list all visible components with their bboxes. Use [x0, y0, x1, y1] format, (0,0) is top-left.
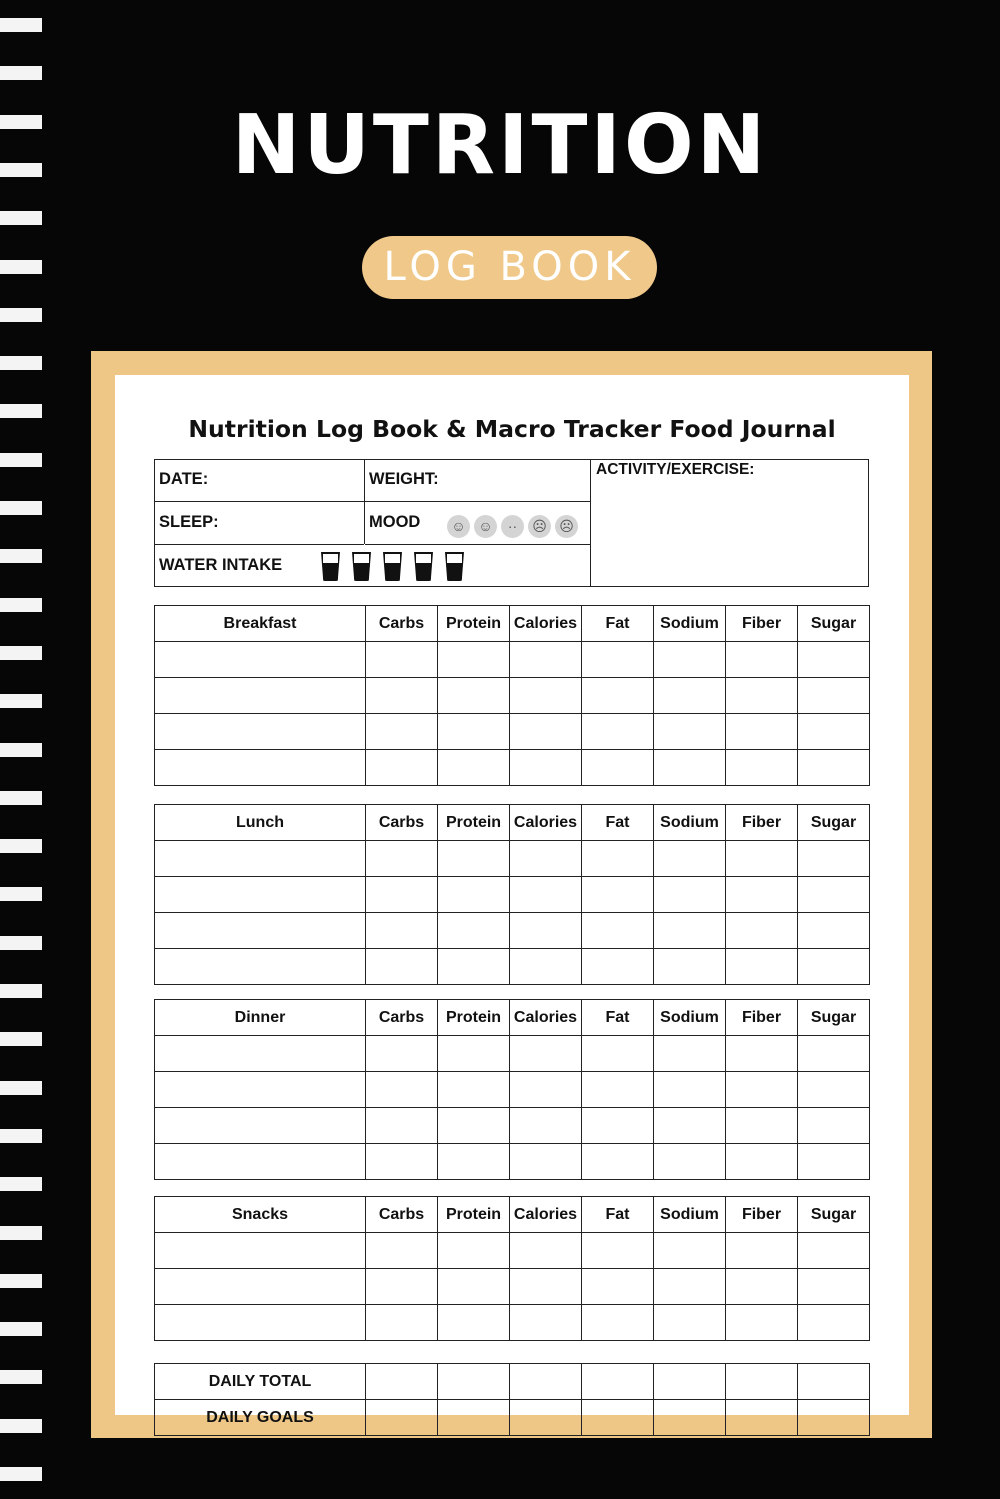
binding-stripe [0, 211, 42, 225]
entry-cell[interactable] [366, 642, 438, 678]
binding-stripe [0, 66, 42, 80]
binding-stripe [0, 1226, 42, 1240]
entry-cell[interactable] [155, 1269, 366, 1305]
entry-cell[interactable] [726, 1144, 798, 1180]
entry-cell[interactable] [155, 913, 366, 949]
cover-subtitle-badge: LOG BOOK [362, 236, 657, 299]
binding-stripe [0, 936, 42, 950]
water-glass-icon [352, 552, 371, 581]
entry-cell[interactable] [654, 1144, 726, 1180]
binding-stripe [0, 549, 42, 563]
binding-stripe [0, 743, 42, 757]
entry-cell[interactable] [582, 750, 654, 786]
entry-cell[interactable] [366, 841, 438, 877]
entry-cell[interactable] [654, 841, 726, 877]
column-header-fat: Fat [582, 606, 654, 642]
daily-goals-label: DAILY GOALS [155, 1400, 366, 1436]
entry-cell[interactable] [366, 1072, 438, 1108]
column-header-fiber: Fiber [726, 1197, 798, 1233]
entry-cell[interactable] [438, 714, 510, 750]
entry-cell[interactable] [366, 1233, 438, 1269]
entry-cell[interactable] [582, 714, 654, 750]
entry-cell[interactable] [582, 678, 654, 714]
entry-cell[interactable] [582, 1269, 654, 1305]
meal-name: Lunch [155, 805, 366, 841]
table-row [155, 913, 870, 949]
meal-header-row [155, 606, 870, 642]
entry-cell[interactable] [366, 714, 438, 750]
divider [590, 460, 591, 586]
entry-cell[interactable] [582, 642, 654, 678]
entry-cell[interactable] [366, 1144, 438, 1180]
binding-stripe [0, 1177, 42, 1191]
entry-cell[interactable] [438, 1144, 510, 1180]
table-row [155, 949, 870, 985]
entry-cell[interactable] [798, 678, 870, 714]
entry-cell[interactable] [366, 877, 438, 913]
meal-header-row [155, 1197, 870, 1233]
entry-cell[interactable] [726, 1036, 798, 1072]
column-header-calories: Calories [510, 1000, 582, 1036]
divider [155, 544, 591, 545]
entry-cell[interactable] [155, 1036, 366, 1072]
entry-cell[interactable] [438, 1305, 510, 1341]
entry-cell[interactable] [582, 1233, 654, 1269]
entry-cell[interactable] [654, 1072, 726, 1108]
binding-stripe [0, 887, 42, 901]
entry-cell[interactable] [654, 1305, 726, 1341]
entry-cell[interactable] [798, 1072, 870, 1108]
entry-cell[interactable] [582, 1036, 654, 1072]
column-header-fat: Fat [582, 1000, 654, 1036]
binding-stripe [0, 404, 42, 418]
entry-cell[interactable] [726, 714, 798, 750]
sleep-label: SLEEP: [159, 513, 219, 531]
column-header-sodium: Sodium [654, 606, 726, 642]
column-header-protein: Protein [438, 606, 510, 642]
entry-cell[interactable] [654, 913, 726, 949]
entry-cell[interactable] [366, 1108, 438, 1144]
activity-label: ACTIVITY/EXERCISE: [596, 461, 755, 478]
daily-total-label: DAILY TOTAL [155, 1364, 366, 1400]
table-row [155, 1305, 870, 1341]
meal-table-snacks [154, 1196, 870, 1341]
entry-cell[interactable] [155, 678, 366, 714]
entry-cell[interactable] [654, 1269, 726, 1305]
table-row [155, 841, 870, 877]
entry-cell[interactable] [798, 1233, 870, 1269]
water-glasses [321, 552, 464, 581]
meal-table-lunch [154, 804, 870, 985]
entry-cell[interactable] [366, 678, 438, 714]
binding-stripe [0, 501, 42, 515]
entry-cell[interactable] [726, 1072, 798, 1108]
entry-cell[interactable] [510, 750, 582, 786]
entry-cell[interactable] [798, 949, 870, 985]
entry-cell[interactable] [438, 750, 510, 786]
entry-cell[interactable] [726, 678, 798, 714]
entry-cell[interactable] [155, 949, 366, 985]
entry-cell[interactable] [726, 642, 798, 678]
entry-cell[interactable] [798, 642, 870, 678]
table-row [155, 1108, 870, 1144]
daily-total-row [155, 1364, 870, 1400]
binding-stripe [0, 791, 42, 805]
entry-cell[interactable] [366, 750, 438, 786]
frowning-face-icon: ☹ [528, 515, 551, 538]
water-glass-icon [414, 552, 433, 581]
table-row [155, 714, 870, 750]
column-header-calories: Calories [510, 805, 582, 841]
column-header-protein: Protein [438, 805, 510, 841]
table-row [155, 1144, 870, 1180]
daily-goals-row [155, 1400, 870, 1436]
entry-cell[interactable] [438, 642, 510, 678]
water-glass-icon [383, 552, 402, 581]
entry-cell[interactable] [155, 1072, 366, 1108]
column-header-carbs: Carbs [366, 606, 438, 642]
entry-cell[interactable] [726, 877, 798, 913]
binding-stripe [0, 308, 42, 322]
entry-cell[interactable] [438, 877, 510, 913]
column-header-sugar: Sugar [798, 1197, 870, 1233]
table-row [155, 642, 870, 678]
column-header-carbs: Carbs [366, 805, 438, 841]
divider [155, 501, 591, 502]
entry-cell[interactable] [654, 877, 726, 913]
entry-cell[interactable] [438, 1269, 510, 1305]
table-row [155, 750, 870, 786]
weight-label: WEIGHT: [369, 470, 439, 488]
column-header-sodium: Sodium [654, 1000, 726, 1036]
binding-stripe [0, 356, 42, 370]
totals-table [154, 1363, 870, 1436]
cover-title: NUTRITION [231, 98, 769, 193]
entry-cell[interactable] [366, 913, 438, 949]
entry-cell[interactable] [582, 841, 654, 877]
entry-cell[interactable] [582, 913, 654, 949]
entry-cell[interactable] [510, 642, 582, 678]
entry-cell[interactable] [654, 1108, 726, 1144]
entry-cell[interactable] [798, 1108, 870, 1144]
water-glass-icon [445, 552, 464, 581]
binding-stripe [0, 453, 42, 467]
meal-name: Breakfast [155, 606, 366, 642]
column-header-fiber: Fiber [726, 606, 798, 642]
entry-cell[interactable] [510, 841, 582, 877]
entry-cell[interactable] [438, 1072, 510, 1108]
binding-stripe [0, 839, 42, 853]
entry-cell[interactable] [582, 877, 654, 913]
entry-cell[interactable] [726, 841, 798, 877]
binding-stripe [0, 18, 42, 32]
entry-cell[interactable] [510, 1108, 582, 1144]
entry-cell[interactable] [726, 1233, 798, 1269]
column-header-calories: Calories [510, 1197, 582, 1233]
binding-stripe [0, 1322, 42, 1336]
meal-name: Snacks [155, 1197, 366, 1233]
entry-cell[interactable] [726, 913, 798, 949]
column-header-fat: Fat [582, 1197, 654, 1233]
entry-cell[interactable] [654, 714, 726, 750]
water-glass-icon [321, 552, 340, 581]
binding-stripe [0, 984, 42, 998]
entry-cell[interactable] [510, 714, 582, 750]
table-row [155, 1072, 870, 1108]
entry-cell[interactable] [798, 750, 870, 786]
binding-stripe [0, 1129, 42, 1143]
entry-cell[interactable] [798, 1305, 870, 1341]
entry-cell[interactable] [155, 1144, 366, 1180]
entry-cell[interactable] [582, 1305, 654, 1341]
table-row [155, 877, 870, 913]
entry-cell[interactable] [654, 678, 726, 714]
meal-table-dinner [154, 999, 870, 1180]
entry-cell[interactable] [654, 1233, 726, 1269]
entry-cell[interactable] [438, 1036, 510, 1072]
mood-label: MOOD [369, 513, 421, 531]
column-header-sugar: Sugar [798, 606, 870, 642]
meal-table-breakfast [154, 605, 870, 786]
entry-cell[interactable] [438, 949, 510, 985]
column-header-carbs: Carbs [366, 1197, 438, 1233]
entry-cell[interactable] [726, 1305, 798, 1341]
column-header-sugar: Sugar [798, 805, 870, 841]
entry-cell[interactable] [726, 949, 798, 985]
entry-cell[interactable] [155, 1108, 366, 1144]
binding-stripe [0, 1081, 42, 1095]
binding-stripe [0, 598, 42, 612]
entry-cell[interactable] [510, 1144, 582, 1180]
entry-cell[interactable] [366, 1269, 438, 1305]
entry-cell[interactable] [510, 877, 582, 913]
entry-cell[interactable] [726, 1269, 798, 1305]
entry-cell[interactable] [155, 1233, 366, 1269]
entry-cell[interactable] [438, 913, 510, 949]
binding-stripe [0, 1467, 42, 1481]
column-header-protein: Protein [438, 1000, 510, 1036]
entry-cell[interactable] [155, 1305, 366, 1341]
entry-cell[interactable] [155, 750, 366, 786]
binding-stripe [0, 1370, 42, 1384]
entry-cell[interactable] [798, 1269, 870, 1305]
column-header-protein: Protein [438, 1197, 510, 1233]
neutral-face-icon: ·· [501, 515, 524, 538]
column-header-fiber: Fiber [726, 805, 798, 841]
entry-cell[interactable] [582, 1108, 654, 1144]
column-header-carbs: Carbs [366, 1000, 438, 1036]
page-title: Nutrition Log Book & Macro Tracker Food Journal [188, 415, 836, 443]
entry-cell[interactable] [366, 1036, 438, 1072]
spiral-binding [0, 0, 42, 1499]
meal-name: Dinner [155, 1000, 366, 1036]
binding-stripe [0, 1419, 42, 1433]
entry-cell[interactable] [510, 1269, 582, 1305]
entry-cell[interactable] [510, 678, 582, 714]
entry-cell[interactable] [438, 678, 510, 714]
entry-cell[interactable] [798, 877, 870, 913]
entry-cell[interactable] [155, 642, 366, 678]
entry-cell[interactable] [654, 642, 726, 678]
grinning-face-icon: ☺ [447, 515, 470, 538]
entry-cell[interactable] [155, 877, 366, 913]
column-header-sugar: Sugar [798, 1000, 870, 1036]
entry-cell[interactable] [798, 714, 870, 750]
entry-cell[interactable] [798, 1036, 870, 1072]
entry-cell[interactable] [438, 841, 510, 877]
entry-cell[interactable] [366, 949, 438, 985]
binding-stripe [0, 694, 42, 708]
crying-face-icon: ☹ [555, 515, 578, 538]
entry-cell[interactable] [510, 949, 582, 985]
entry-cell[interactable] [654, 1036, 726, 1072]
binding-stripe [0, 646, 42, 660]
column-header-calories: Calories [510, 606, 582, 642]
entry-cell[interactable] [510, 1036, 582, 1072]
binding-stripe [0, 260, 42, 274]
entry-cell[interactable] [155, 841, 366, 877]
meal-header-row [155, 1000, 870, 1036]
mood-faces [447, 515, 578, 538]
entry-cell[interactable] [510, 1072, 582, 1108]
log-page [115, 375, 909, 1426]
entry-cell[interactable] [582, 1144, 654, 1180]
entry-cell[interactable] [798, 1144, 870, 1180]
entry-cell[interactable] [798, 913, 870, 949]
water-intake-label: WATER INTAKE [159, 556, 283, 574]
column-header-sodium: Sodium [654, 805, 726, 841]
meal-header-row [155, 805, 870, 841]
binding-stripe [0, 1274, 42, 1288]
table-row [155, 678, 870, 714]
column-header-fiber: Fiber [726, 1000, 798, 1036]
entry-cell[interactable] [654, 949, 726, 985]
smiling-face-icon: ☺ [474, 515, 497, 538]
entry-cell[interactable] [582, 1072, 654, 1108]
entry-cell[interactable] [654, 750, 726, 786]
entry-cell[interactable] [155, 714, 366, 750]
entry-cell[interactable] [366, 1305, 438, 1341]
entry-cell[interactable] [510, 913, 582, 949]
entry-cell[interactable] [438, 1233, 510, 1269]
date-label: DATE: [159, 470, 209, 488]
entry-cell[interactable] [438, 1108, 510, 1144]
table-row [155, 1233, 870, 1269]
table-row [155, 1036, 870, 1072]
entry-cell[interactable] [582, 949, 654, 985]
column-header-fat: Fat [582, 805, 654, 841]
table-row [155, 1269, 870, 1305]
entry-cell[interactable] [510, 1233, 582, 1269]
entry-cell[interactable] [798, 841, 870, 877]
column-header-sodium: Sodium [654, 1197, 726, 1233]
entry-cell[interactable] [726, 1108, 798, 1144]
daily-header-box [154, 459, 869, 587]
binding-stripe [0, 1032, 42, 1046]
entry-cell[interactable] [726, 750, 798, 786]
entry-cell[interactable] [510, 1305, 582, 1341]
